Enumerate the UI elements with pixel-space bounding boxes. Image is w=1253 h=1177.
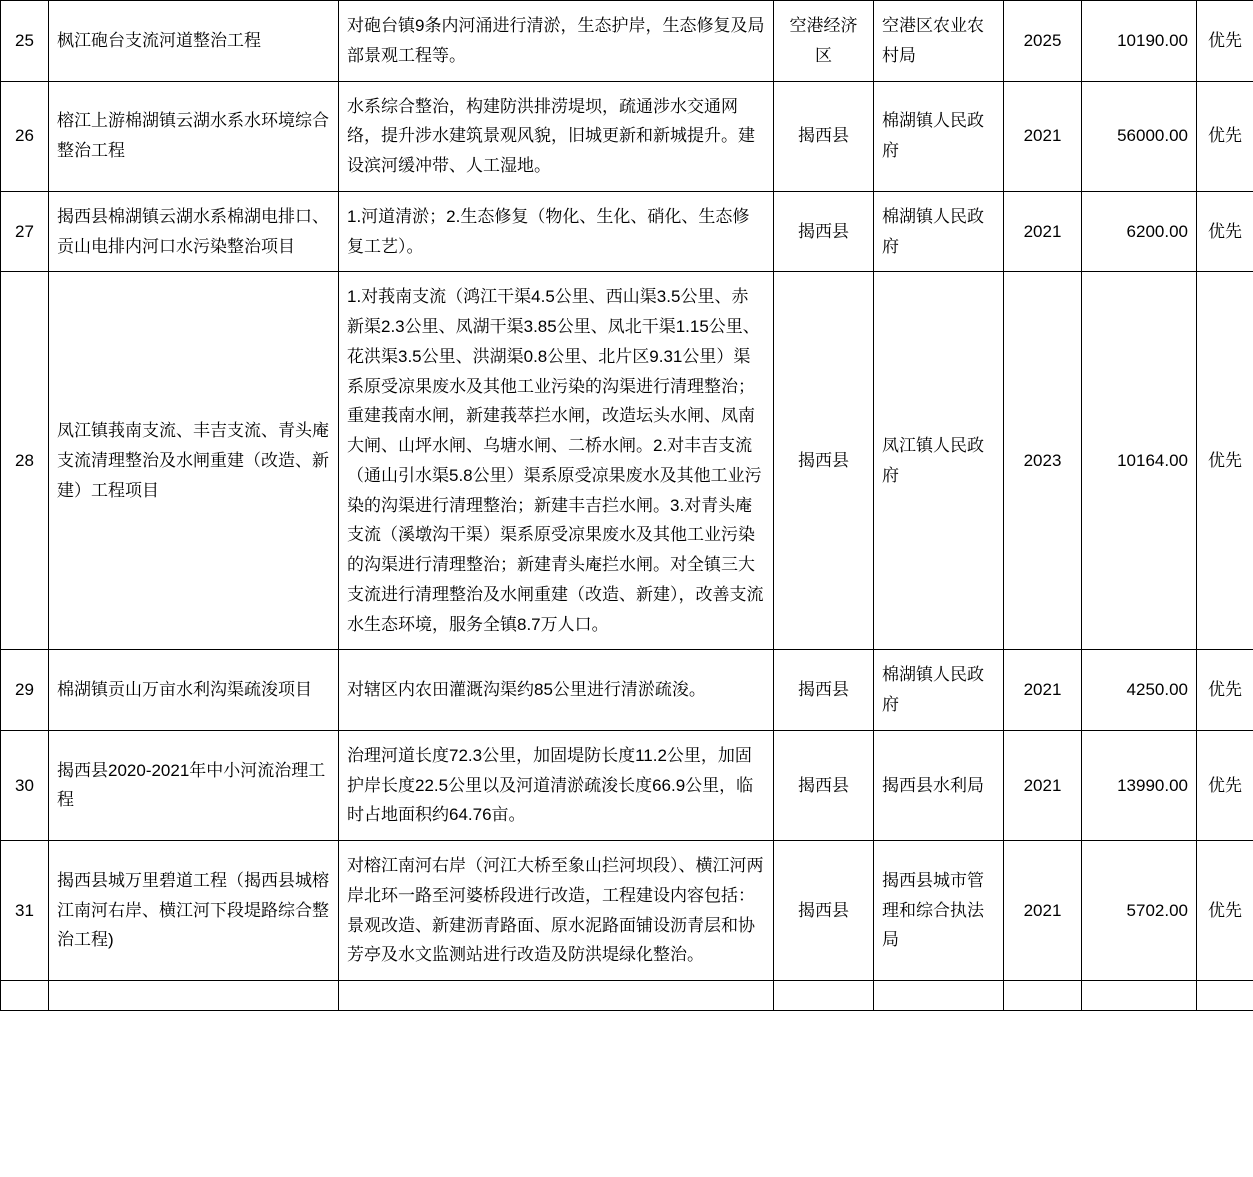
project-area: 揭西县 <box>774 650 874 731</box>
project-year: 2021 <box>1004 841 1082 981</box>
project-priority: 优先 <box>1197 191 1253 272</box>
project-description: 1.河道清淤；2.生态修复（物化、生化、硝化、生态修复工艺）。 <box>339 191 774 272</box>
project-area: 揭西县 <box>774 730 874 840</box>
row-index: 27 <box>1 191 49 272</box>
project-name: 揭西县城万里碧道工程（揭西县城榕江南河右岸、横江河下段堤路综合整治工程) <box>49 841 339 981</box>
continuation-cell <box>1 981 49 1011</box>
continuation-cell <box>49 981 339 1011</box>
project-name: 枫江砲台支流河道整治工程 <box>49 1 339 82</box>
project-year: 2021 <box>1004 191 1082 272</box>
project-name: 揭西县棉湖镇云湖水系棉湖电排口、贡山电排内河口水污染整治项目 <box>49 191 339 272</box>
continuation-cell <box>774 981 874 1011</box>
project-priority: 优先 <box>1197 650 1253 731</box>
responsible-unit: 棉湖镇人民政府 <box>874 81 1004 191</box>
project-description: 1.对莪南支流（鸿江干渠4.5公里、西山渠3.5公里、赤新渠2.3公里、凤湖干渠3.85公里、凤北干渠1.15公里、花洪渠3.5公里、洪湖渠0.8公里、北片区9.31公里）渠系原受凉果废水及其他工业污染的沟渠进行清理整治；重建莪南水闸，新建莪萃拦水闸，改造坛头水闸、凤南大闸、山坪水闸、乌塘水闸、二桥水闸。2.对丰吉支流（通山引水渠5.8公里）渠系原受凉果废水及其他工业污染的沟渠进行清理整治；新建丰吉拦水闸。3.对青头庵支流（溪墩沟干渠）渠系原受凉果废水及其他工业污染的沟渠进行清理整治；新建青头庵拦水闸。对全镇三大支流进行清理整治及水闸重建（改造、新建），改善支流水生态环境，服务全镇8.7万人口。 <box>339 272 774 650</box>
table-row <box>1 81 1253 191</box>
project-priority: 优先 <box>1197 730 1253 840</box>
project-description: 对辖区内农田灌溉沟渠约85公里进行清淤疏浚。 <box>339 650 774 731</box>
responsible-unit: 空港区农业农村局 <box>874 1 1004 82</box>
continuation-cell <box>1082 981 1197 1011</box>
responsible-unit: 棉湖镇人民政府 <box>874 650 1004 731</box>
project-year: 2023 <box>1004 272 1082 650</box>
project-area: 揭西县 <box>774 841 874 981</box>
project-description: 对榕江南河右岸（河江大桥至象山拦河坝段）、横江河两岸北环一路至河婆桥段进行改造，工程建设内容包括：景观改造、新建沥青路面、原水泥路面铺设沥青层和协芳亭及水文监测站进行改造及防洪堤绿化整治。 <box>339 841 774 981</box>
project-amount: 13990.00 <box>1082 730 1197 840</box>
responsible-unit: 棉湖镇人民政府 <box>874 191 1004 272</box>
project-area: 空港经济区 <box>774 1 874 82</box>
project-priority: 优先 <box>1197 272 1253 650</box>
project-area: 揭西县 <box>774 191 874 272</box>
project-amount: 10164.00 <box>1082 272 1197 650</box>
project-name: 凤江镇莪南支流、丰吉支流、青头庵支流清理整治及水闸重建（改造、新建）工程项目 <box>49 272 339 650</box>
continuation-cell <box>874 981 1004 1011</box>
row-index: 26 <box>1 81 49 191</box>
project-amount: 5702.00 <box>1082 841 1197 981</box>
row-index: 25 <box>1 1 49 82</box>
table-row <box>1 730 1253 840</box>
table-row-continuation <box>1 981 1253 1011</box>
responsible-unit: 凤江镇人民政府 <box>874 272 1004 650</box>
row-index: 30 <box>1 730 49 840</box>
project-name: 棉湖镇贡山万亩水利沟渠疏浚项目 <box>49 650 339 731</box>
project-name: 揭西县2020-2021年中小河流治理工程 <box>49 730 339 840</box>
table-row <box>1 272 1253 650</box>
table-row <box>1 191 1253 272</box>
project-year: 2021 <box>1004 730 1082 840</box>
row-index: 31 <box>1 841 49 981</box>
project-year: 2021 <box>1004 650 1082 731</box>
project-priority: 优先 <box>1197 81 1253 191</box>
row-index: 28 <box>1 272 49 650</box>
project-description: 水系综合整治，构建防洪排涝堤坝，疏通涉水交通网络，提升涉水建筑景观风貌，旧城更新和新城提升。建设滨河缓冲带、人工湿地。 <box>339 81 774 191</box>
project-priority: 优先 <box>1197 1 1253 82</box>
table-row <box>1 841 1253 981</box>
project-amount: 4250.00 <box>1082 650 1197 731</box>
table-row <box>1 650 1253 731</box>
continuation-cell <box>1004 981 1082 1011</box>
project-priority: 优先 <box>1197 841 1253 981</box>
project-amount: 10190.00 <box>1082 1 1197 82</box>
project-amount: 6200.00 <box>1082 191 1197 272</box>
responsible-unit: 揭西县城市管理和综合执法局 <box>874 841 1004 981</box>
project-year: 2021 <box>1004 81 1082 191</box>
project-description: 对砲台镇9条内河涌进行清淤，生态护岸，生态修复及局部景观工程等。 <box>339 1 774 82</box>
continuation-cell <box>1197 981 1253 1011</box>
project-area: 揭西县 <box>774 81 874 191</box>
project-year: 2025 <box>1004 1 1082 82</box>
row-index: 29 <box>1 650 49 731</box>
table-row <box>1 1 1253 82</box>
project-description: 治理河道长度72.3公里，加固堤防长度11.2公里，加固护岸长度22.5公里以及河道清淤疏浚长度66.9公里，临时占地面积约64.76亩。 <box>339 730 774 840</box>
responsible-unit: 揭西县水利局 <box>874 730 1004 840</box>
project-name: 榕江上游棉湖镇云湖水系水环境综合整治工程 <box>49 81 339 191</box>
project-area: 揭西县 <box>774 272 874 650</box>
continuation-cell <box>339 981 774 1011</box>
project-amount: 56000.00 <box>1082 81 1197 191</box>
